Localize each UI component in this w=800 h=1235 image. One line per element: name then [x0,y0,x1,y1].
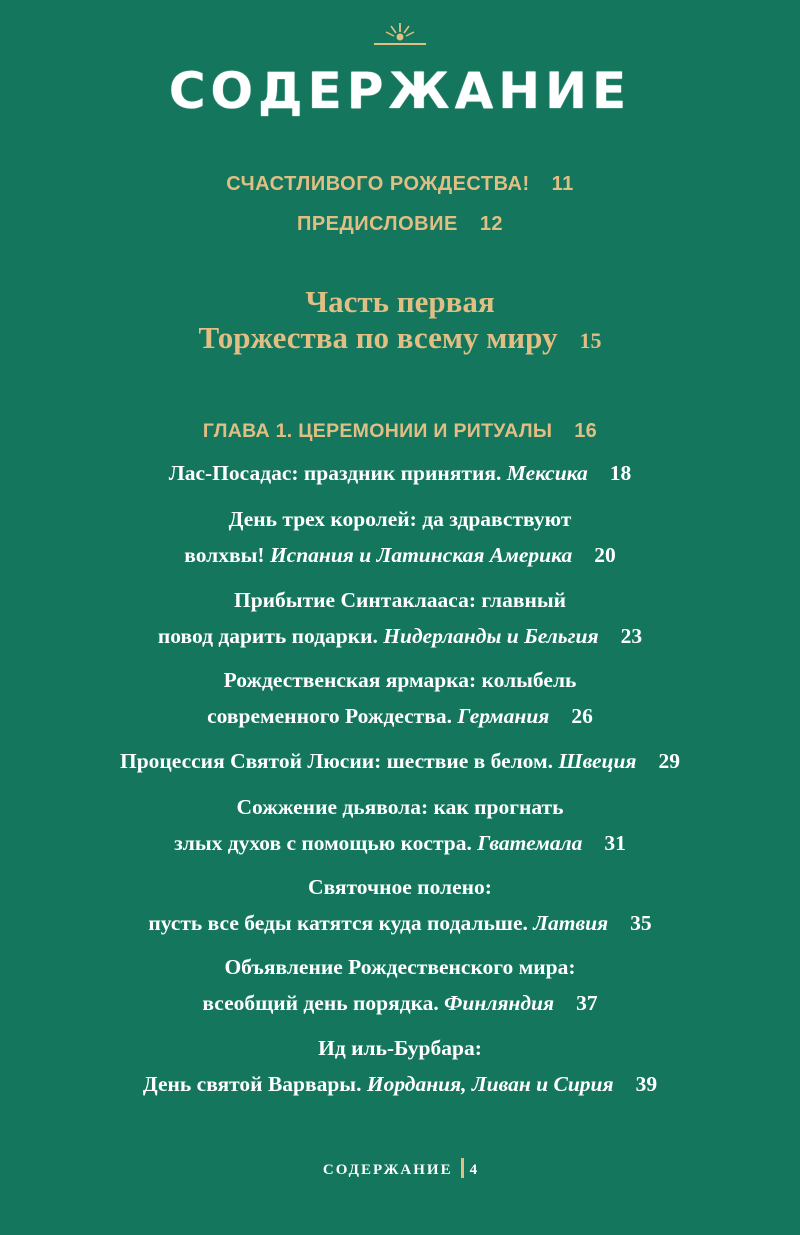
toc-entry[interactable] [0,662,800,734]
toc-entry-country: Нидерланды и Бельгия [383,624,599,648]
toc-front-item[interactable] [0,213,800,236]
toc-entry-line [0,1066,800,1102]
toc-chapter-heading[interactable] [0,420,800,443]
toc-entry[interactable] [0,501,800,573]
toc-entry-text: Лас-Посадас: праздник принятия. [168,461,502,485]
toc-entry-page: 18 [609,461,632,485]
toc-entry-line: День трех королей: да здравствуют [228,507,572,531]
toc-front-item-page: 11 [551,173,574,195]
toc-entry[interactable] [0,743,800,779]
toc-entry-text: современного Рождества. [207,704,452,728]
toc-entry[interactable] [0,949,800,1021]
toc-entry-line: Сожжение дьявола: как прогнать [236,795,564,819]
toc-entry-line [0,985,800,1021]
toc-entry-country: Испания и Латинская Америка [269,543,573,567]
part-title-line [0,320,800,359]
toc-entry-line [0,825,800,861]
footer-label: СОДЕРЖАНИЕ [322,1162,453,1178]
part-number: Часть первая [305,284,495,319]
toc-entry-text: волхвы! [184,543,265,567]
toc-entry-country: Швеция [558,749,637,773]
toc-entry-page: 29 [658,749,681,773]
part-title: Торжества по всему миру [198,320,558,355]
toc-entry-page: 23 [620,624,643,648]
toc-entry-country: Латвия [533,911,609,935]
toc-entry[interactable] [0,582,800,654]
toc-entry-country: Германия [457,704,550,728]
toc-entry-text: злых духов с помощью костра. [174,831,472,855]
toc-entry-line [0,537,800,573]
toc-entry-line: Прибытие Синтаклааса: главный [233,588,567,612]
toc-entry-page: 39 [635,1072,658,1096]
toc-entry-text: повод дарить подарки. [157,624,378,648]
toc-entry-text: День святой Варвары. [142,1072,362,1096]
part-page: 15 [579,328,602,353]
toc-entry-text: пусть все беды катятся куда подальше. [148,911,528,935]
toc-entry-country: Финляндия [444,991,555,1015]
toc-entry[interactable] [0,789,800,861]
toc-entry-line [0,455,800,491]
toc-part-heading[interactable] [0,284,800,359]
toc-entry-page: 31 [604,831,626,855]
page-title [0,62,800,120]
toc-entry-page: 20 [594,543,616,567]
toc-front-item-label: СЧАСТЛИВОГО РОЖДЕСТВА! [226,173,530,195]
toc-entry-country: Мексика [506,461,588,485]
toc-entry[interactable] [0,1030,800,1102]
page-footer [0,1158,800,1179]
toc-entry-country: Гватемала [477,831,583,855]
toc-entry-line: Святочное полено: [308,875,492,899]
toc-front-item-page: 12 [479,213,504,235]
toc-entry-page: 35 [630,911,652,935]
toc-entry-line [0,905,800,941]
toc-entry[interactable] [0,869,800,941]
toc-entry-line [0,698,800,734]
toc-front-item-label: ПРЕДИСЛОВИЕ [296,213,458,235]
toc-entry-line [0,618,800,654]
toc-entry-page: 37 [576,991,598,1015]
toc-entry-line: Объявление Рождественского мира: [224,955,576,979]
toc-front-item[interactable] [0,173,800,196]
toc-entry-page: 26 [571,704,593,728]
toc-entry[interactable] [0,455,800,491]
page-title-text: СОДЕРЖАНИЕ [168,62,632,120]
toc-entry-line: Рождественская ярмарка: колыбель [223,668,577,692]
chapter-title: ГЛАВА 1. ЦЕРЕМОНИИ И РИТУАЛЫ [202,420,553,442]
toc-entry-line: Ид иль-Бурбара: [318,1036,482,1060]
chapter-page: 16 [574,420,598,442]
toc-entry-text: Процессия Святой Люсии: шествие в белом. [119,749,554,773]
toc-entry-country: Иордания, Ливан и Сирия [366,1072,614,1096]
starburst-ornament-icon [0,20,800,48]
toc-entry-text: всеобщий день порядка. [202,991,439,1015]
footer-separator [461,1158,464,1178]
footer-page-number: 4 [469,1162,478,1178]
toc-entry-line [0,743,800,779]
